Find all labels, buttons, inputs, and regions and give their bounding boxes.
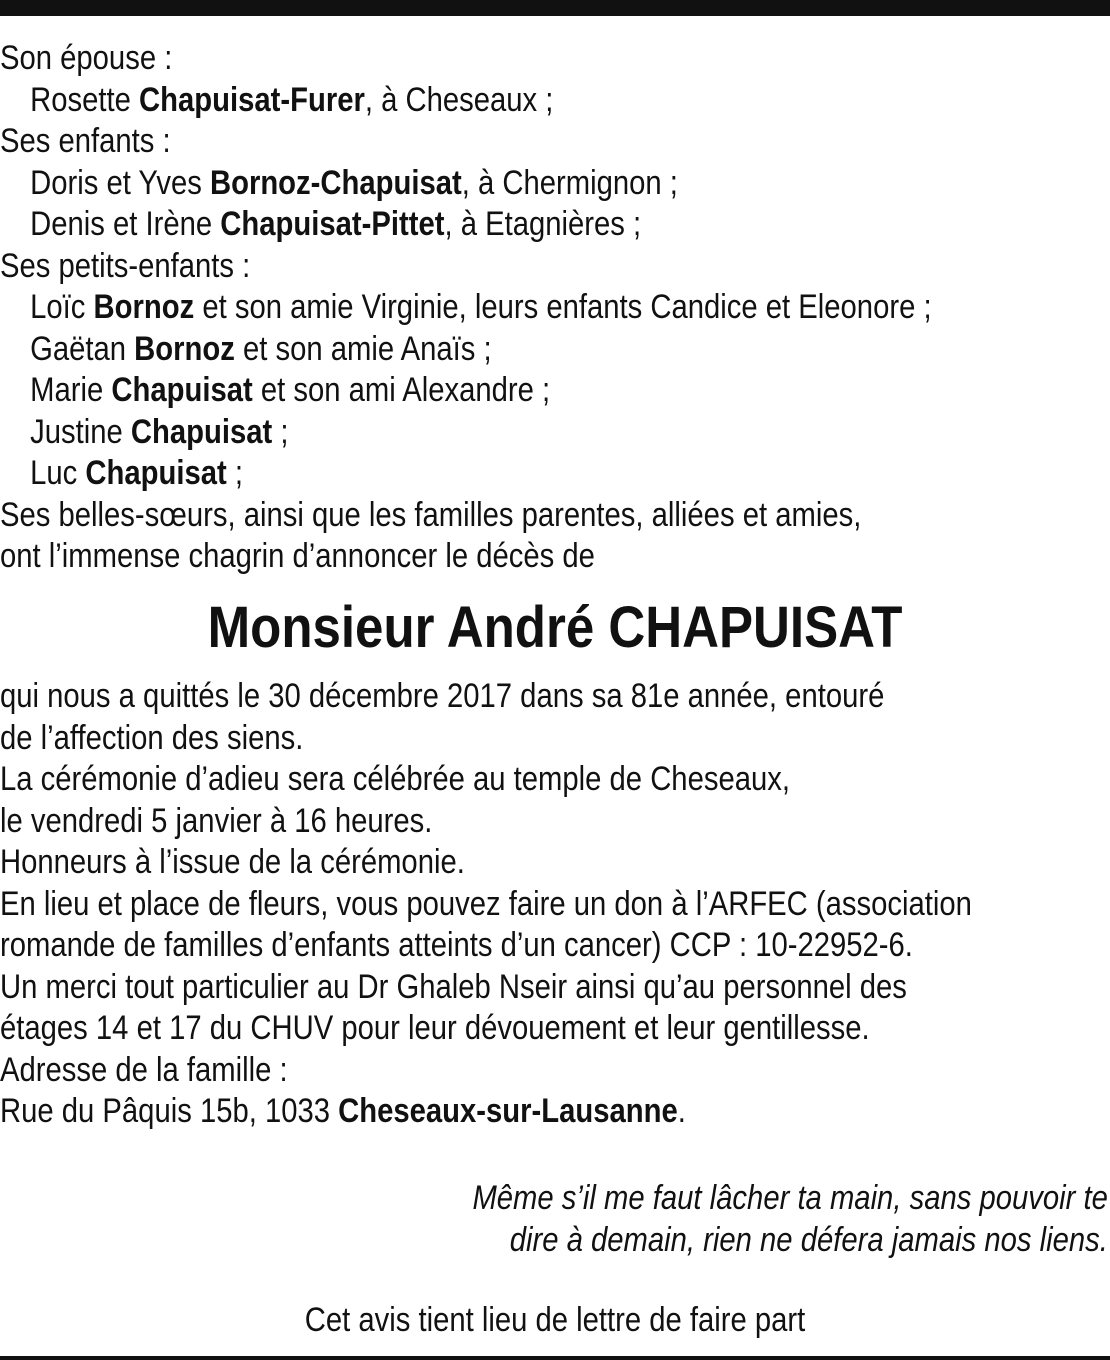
closing-line: Ses belles-sœurs, ainsi que les familles parentes, alliées et amies,	[0, 495, 862, 534]
first-name: Luc	[30, 454, 78, 492]
child-line	[0, 204, 955, 246]
quote-line: dire à demain, rien ne défera jamais nos liens.	[509, 1221, 1108, 1259]
location: , à Chermignon ;	[461, 163, 678, 202]
first-name: Justine	[30, 412, 123, 451]
surname: Chapuisat	[111, 371, 253, 409]
grandchildren-label: Ses petits-enfants :	[0, 246, 251, 285]
detail-line: Honneurs à l’issue de la cérémonie.	[0, 843, 465, 881]
first-name: Loïc	[30, 288, 86, 326]
detail-line: En lieu et place de fleurs, vous pouvez faire un don à l’ARFEC (association	[0, 884, 972, 923]
detail: et son amie Anaïs ;	[234, 329, 492, 368]
surname: Chapuisat	[130, 412, 273, 451]
quote-line: Même s’il me faut lâcher ta main, sans pouvoir te	[472, 1179, 1108, 1217]
address-line	[0, 1091, 955, 1133]
detail: et son amie Virginie, leurs enfants Candice et Eleonore ;	[194, 288, 932, 326]
deceased-name: Monsieur André CHAPUISAT	[207, 595, 903, 660]
period: .	[677, 1092, 686, 1130]
bottom-rule	[0, 1356, 1110, 1360]
first-name: Marie	[30, 371, 104, 409]
grandchild-line	[0, 412, 955, 454]
location: , à Etagnières ;	[444, 205, 642, 243]
surname: Bornoz	[93, 288, 195, 326]
first-name: Doris et Yves	[30, 163, 202, 202]
footer-note: Cet avis tient lieu de lettre de faire part	[304, 1301, 806, 1339]
child-line	[0, 163, 955, 205]
detail-line: romande de familles d’enfants atteints d’un cancer) CCP : 10-22952-6.	[0, 926, 913, 964]
detail: ;	[226, 454, 243, 492]
detail-line: de l’affection des siens.	[0, 718, 304, 757]
spouse-line	[0, 80, 955, 122]
grandchild-line	[0, 287, 955, 329]
top-rule	[0, 0, 1110, 16]
street: Rue du Pâquis 15b, 1033	[0, 1092, 339, 1130]
detail-line: étages 14 et 17 du CHUV pour leur dévouement et leur gentillesse.	[0, 1009, 870, 1047]
detail-line: La cérémonie d’adieu sera célébrée au temple de Cheseaux,	[0, 760, 790, 798]
detail: ;	[272, 412, 289, 451]
spouse-label: Son épouse :	[0, 39, 173, 77]
detail-line: Un merci tout particulier au Dr Ghaleb Nseir ainsi qu’au personnel des	[0, 967, 907, 1006]
surname: Bornoz-Chapuisat	[209, 163, 462, 202]
grandchild-line	[0, 453, 955, 495]
surname: Bornoz	[134, 329, 235, 368]
surname: Chapuisat-Furer	[139, 80, 365, 119]
family-section	[0, 38, 1110, 578]
first-name: Rosette	[30, 80, 131, 119]
grandchild-line	[0, 370, 955, 412]
surname: Chapuisat	[85, 454, 227, 492]
detail-line: Adresse de la famille :	[0, 1050, 288, 1089]
details-section	[0, 676, 1110, 1133]
location: , à Cheseaux ;	[364, 80, 554, 119]
surname: Chapuisat-Pittet	[220, 205, 445, 243]
detail-line: le vendredi 5 janvier à 16 heures.	[0, 801, 433, 840]
detail: et son ami Alexandre ;	[252, 371, 551, 409]
city: Cheseaux-sur-Lausanne	[338, 1092, 678, 1130]
closing-line: ont l’immense chagrin d’annoncer le décès de	[0, 537, 595, 575]
first-name: Denis et Irène	[30, 205, 213, 243]
quote	[473, 1177, 1108, 1261]
detail-line: qui nous a quittés le 30 décembre 2017 dans sa 81e année, entouré	[0, 677, 885, 715]
children-label: Ses enfants :	[0, 122, 171, 160]
grandchild-line	[0, 329, 955, 371]
first-name: Gaëtan	[30, 329, 127, 368]
